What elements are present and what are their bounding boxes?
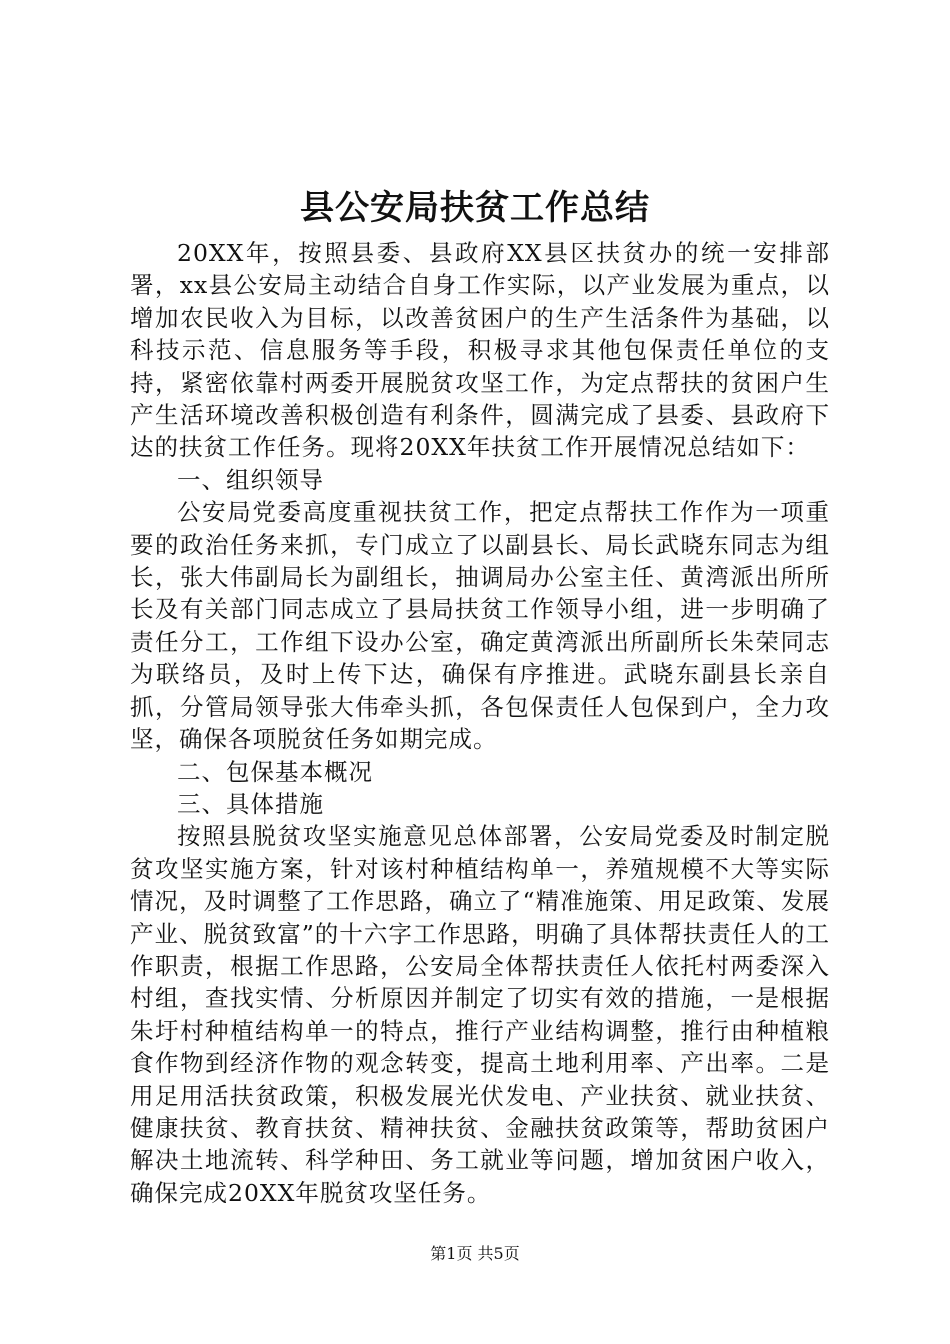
measures-paragraph: 按照县脱贫攻坚实施意见总体部署，公安局党委及时制定脱贫攻坚实施方案，针对该村种植结构单一，养殖规模不大等实际情况，及时调整了工作思路，确立了“精准施策、用足政策、发展产业、脱贫致富”的十六字工作思路，明确了具体帮扶责任人的工作职责，根据工作思路，公安局全体帮扶责任人依托村两委深入村组，查找实情、分析原因并制定了切实有效的措施，一是根据朱圩村种植结构单一的特点，推行产业结构调整，推行由种植粮食作物到经济作物的观念转变，提高土地利用率、产出率。二是用足用活扶贫政策，积极发展光伏发电、产业扶贫、就业扶贫、健康扶贫、教育扶贫、精神扶贫、金融扶贫政策等，帮助贫困户解决土地流转、科学种田、务工就业等问题，增加贫困户收入，确保完成20XX年脱贫攻坚任务。 bbox=[130, 822, 830, 1207]
section-heading-organization: 一、组织领导 bbox=[177, 465, 324, 494]
page-footer: 第1页 共5页 bbox=[430, 1244, 520, 1263]
document-body bbox=[130, 237, 830, 1209]
section-heading-measures: 三、具体措施 bbox=[177, 789, 324, 818]
section-heading-overview: 二、包保基本概况 bbox=[177, 757, 373, 786]
intro-paragraph: 20XX年，按照县委、县政府XX县区扶贫办的统一安排部署，xx县公安局主动结合自身工作实际，以产业发展为重点，以增加农民收入为目标，以改善贫困户的生产生活条件为基础，以科技示范、信息服务等手段，积极寻求其他包保责任单位的支持，紧密依靠村两委开展脱贫攻坚工作，为定点帮扶的贫困户生产生活环境改善积极创造有利条件，圆满完成了县委、县政府下达的扶贫工作任务。现将20XX年扶贫工作开展情况总结如下： bbox=[130, 239, 830, 462]
organization-paragraph: 公安局党委高度重视扶贫工作，把定点帮扶工作作为一项重要的政治任务来抓，专门成立了以副县长、局长武晓东同志为组长，张大伟副局长为副组长，抽调局办公室主任、黄湾派出所所长及有关部门同志成立了县局扶贫工作领导小组，进一步明确了责任分工，工作组下设办公室，确定黄湾派出所副所长朱荣同志为联络员，及时上传下达，确保有序推进。武晓东副县长亲自抓，分管局领导张大伟牵头抓，各包保责任人包保到户，全力攻坚，确保各项脱贫任务如期完成。 bbox=[130, 498, 830, 754]
document-title: 县公安局扶贫工作总结 bbox=[300, 188, 650, 228]
